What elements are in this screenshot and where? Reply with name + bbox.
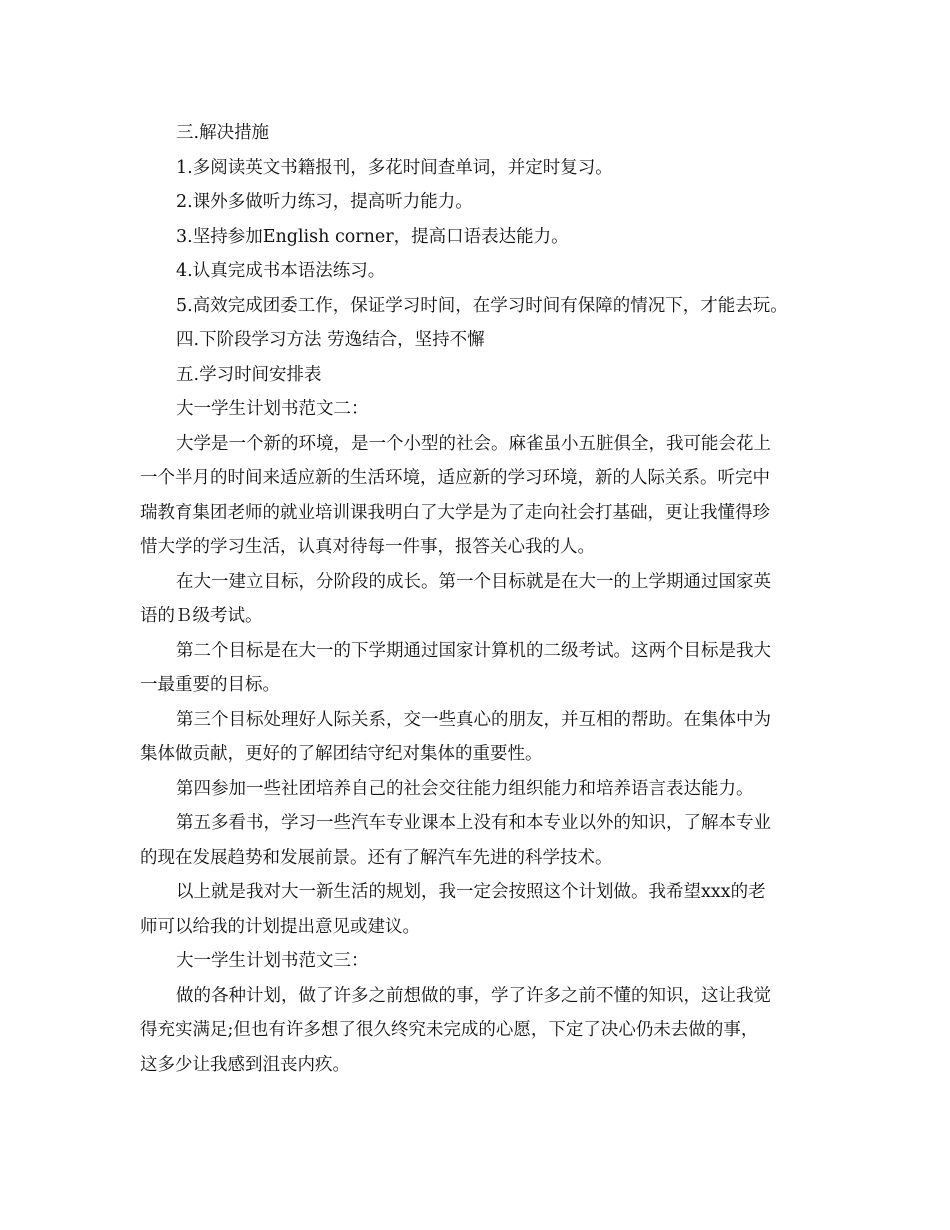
paragraph-line: 一个半月的时间来适应新的生活环境，适应新的学习环境，新的人际关系。听完中: [140, 468, 770, 488]
essay-title: 大一学生计划书范文三：: [176, 951, 369, 971]
paragraph-line: 第二个目标是在大一的下学期通过国家计算机的二级考试。这两个目标是我大: [176, 640, 771, 661]
paragraph-line: 瑞教育集团老师的就业培训课我明白了大学是为了走向社会打基础，更让我懂得珍: [140, 502, 770, 523]
section-heading: 三.解决措施: [176, 123, 270, 143]
paragraph-line: 得充实满足;但也有许多想了很久终究未完成的心愿，下定了决心仍未去做的事，: [140, 1020, 759, 1040]
paragraph-line: 大学是一个新的环境，是一个小型的社会。麻雀虽小五脏俱全，我可能会花上: [176, 433, 771, 454]
paragraph-line: 以上就是我对大一新生活的规划，我一定会按照这个计划做。我希望xxx的老: [176, 882, 766, 902]
list-item: 4.认真完成书本语法练习。: [176, 261, 386, 281]
paragraph-line: 集体做贡献，更好的了解团结守纪对集体的重要性。: [140, 744, 543, 764]
paragraph-line: 第五多看书，学习一些汽车专业课本上没有和本专业以外的知识，了解本专业: [176, 813, 771, 833]
section-heading: 五.学习时间安排表: [176, 364, 322, 385]
paragraph-line: 这多少让我感到沮丧内疚。: [140, 1054, 350, 1075]
document-body: [140, 116, 830, 1082]
paragraph-line: 第四参加一些社团培养自己的社会交往能力组织能力和培养语言表达能力。: [176, 778, 754, 799]
section-heading: 四.下阶段学习方法 劳逸结合，坚持不懈: [176, 330, 485, 350]
paragraph-line: 语的Ｂ级考试。: [140, 606, 263, 626]
paragraph-line: 师可以给我的计划提出意见或建议。: [140, 916, 420, 937]
paragraph-line: 惜大学的学习生活，认真对待每一件事，报答关心我的人。: [140, 537, 595, 557]
paragraph-line: 的现在发展趋势和发展前景。还有了解汽车先进的科学技术。: [140, 847, 613, 868]
list-item: 2.课外多做听力练习，提高听力能力。: [176, 192, 473, 212]
list-item: 1.多阅读英文书籍报刊，多花时间查单词，并定时复习。: [176, 157, 613, 178]
list-item: 3.坚持参加English corner，提高口语表达能力。: [176, 226, 569, 247]
paragraph-line: 第三个目标处理好人际关系，交一些真心的朋友，并互相的帮助。在集体中为: [176, 709, 771, 730]
essay-title: 大一学生计划书范文二：: [176, 399, 369, 419]
list-item: 5.高效完成团委工作，保证学习时间，在学习时间有保障的情况下，才能去玩。: [176, 295, 788, 316]
paragraph-line: 一最重要的目标。: [140, 675, 280, 695]
paragraph-line: 在大一建立目标，分阶段的成长。第一个目标就是在大一的上学期通过国家英: [176, 571, 771, 592]
paragraph-line: 做的各种计划，做了许多之前想做的事，学了许多之前不懂的知识，这让我觉: [176, 985, 771, 1006]
